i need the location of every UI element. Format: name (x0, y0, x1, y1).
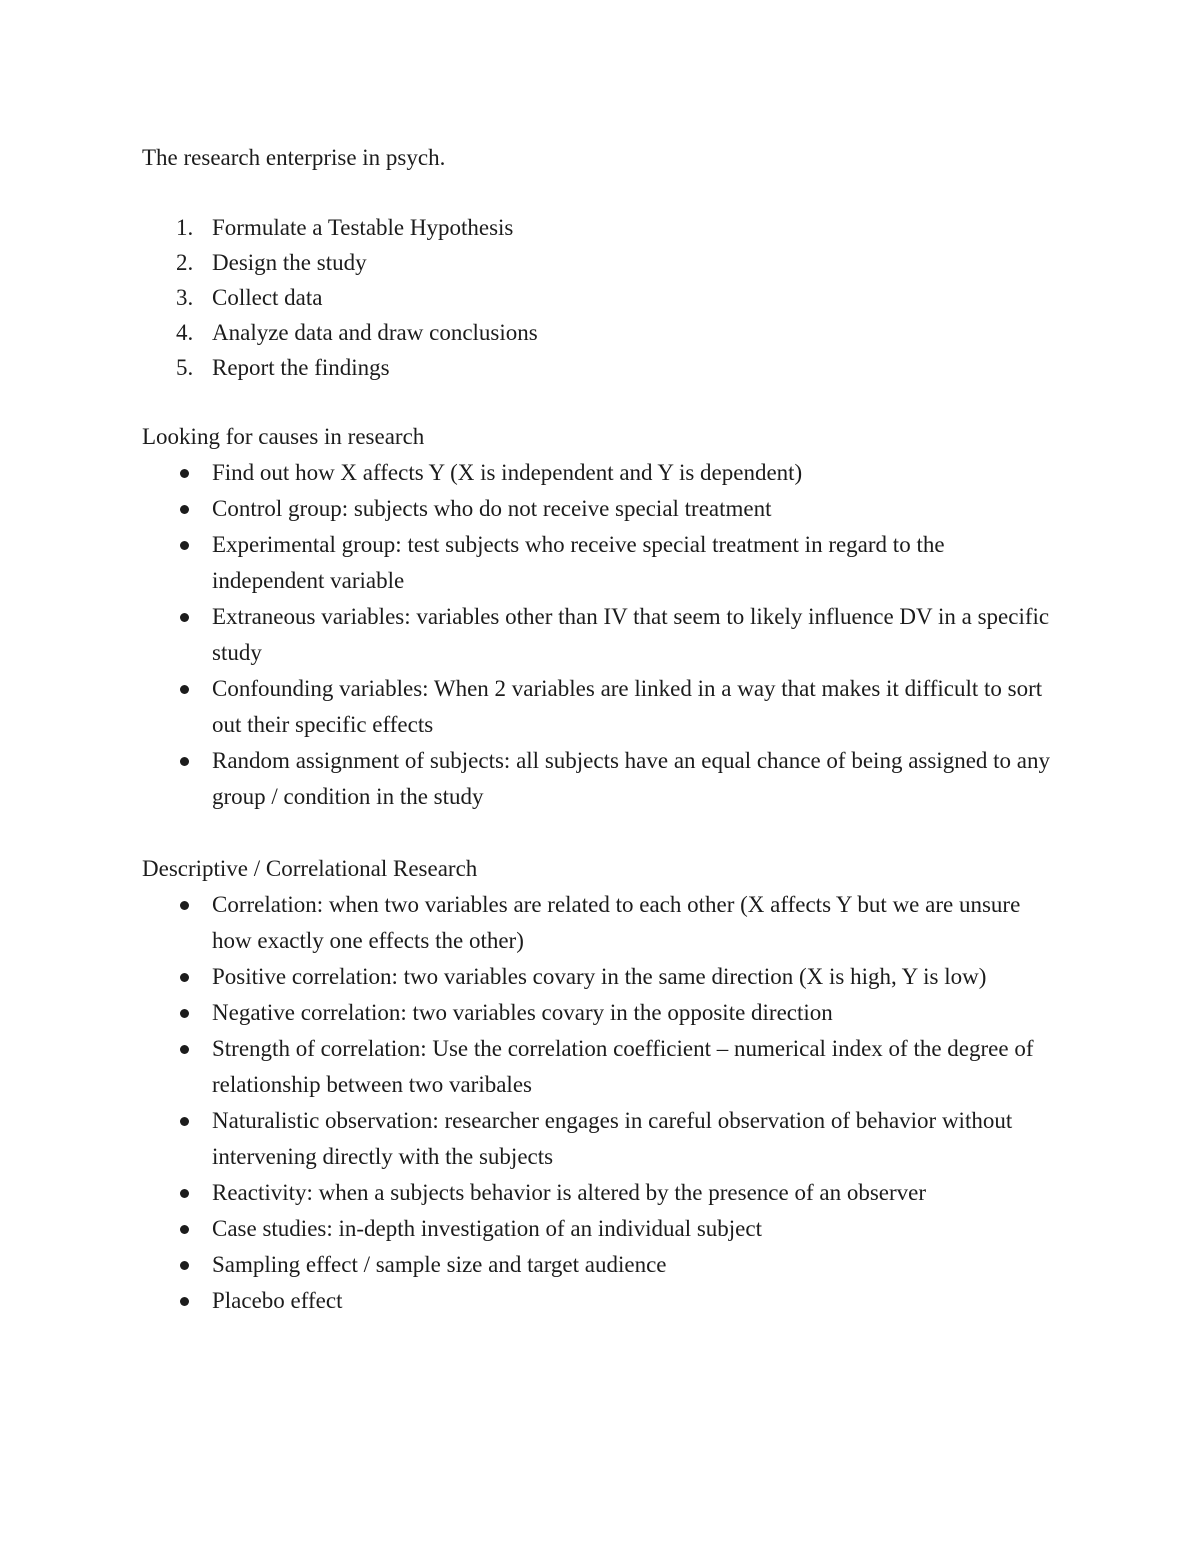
list-item (142, 455, 1062, 491)
list-item (142, 350, 538, 385)
list-item (142, 280, 538, 315)
bullet-icon (180, 1117, 189, 1126)
bullet-icon (180, 1225, 189, 1234)
list-item-text: Negative correlation: two variables covary in the opposite direction (212, 1000, 833, 1025)
list-item (142, 1211, 1062, 1247)
bullet-icon (180, 1261, 189, 1270)
bullet-icon (180, 973, 189, 982)
bullet-icon (180, 685, 189, 694)
list-item (142, 1031, 1062, 1103)
research-steps-list (142, 210, 538, 385)
list-item (142, 743, 1062, 815)
list-item-text: Analyze data and draw conclusions (212, 320, 538, 345)
list-number: 1. (176, 215, 194, 240)
list-item (142, 210, 538, 245)
list-item (142, 959, 1062, 995)
bullet-icon (180, 1009, 189, 1018)
bullet-icon (180, 469, 189, 478)
list-item-text: Case studies: in-depth investigation of an individual subject (212, 1216, 762, 1241)
list-item (142, 315, 538, 350)
list-item-text: Correlation: when two variables are related to each other (X affects Y but we are unsure how exactly one effects the other) (212, 892, 1021, 953)
list-item-text: Random assignment of subjects: all subjects have an equal chance of being assigned to any group / condition in the study (212, 748, 1050, 809)
list-item-text: Positive correlation: two variables covary in the same direction (X is high, Y is low) (212, 964, 987, 989)
list-item-text: Confounding variables: When 2 variables are linked in a way that makes it difficult to sort out their specific effects (212, 676, 1043, 737)
descriptive-list (142, 887, 1092, 1319)
list-item-text: Reactivity: when a subjects behavior is altered by the presence of an observer (212, 1180, 927, 1205)
list-item-text: Collect data (212, 285, 323, 310)
list-item (142, 245, 538, 280)
list-item (142, 1103, 1062, 1175)
bullet-icon (180, 757, 189, 766)
list-item-text: Naturalistic observation: researcher engages in careful observation of behavior without intervening directly with the subjects (212, 1108, 1013, 1169)
list-item (142, 599, 1062, 671)
list-item (142, 1283, 1062, 1319)
list-number: 4. (176, 320, 194, 345)
bullet-icon (180, 613, 189, 622)
bullet-icon (180, 1297, 189, 1306)
causes-list (142, 455, 1092, 815)
list-item (142, 1175, 1062, 1211)
list-number: 5. (176, 355, 194, 380)
list-item-text: Design the study (212, 250, 367, 275)
list-item-text: Control group: subjects who do not receive special treatment (212, 496, 772, 521)
document-title: The research enterprise in psych. (142, 145, 446, 170)
bullet-icon (180, 901, 189, 910)
list-item-text: Formulate a Testable Hypothesis (212, 215, 514, 240)
list-item-text: Extraneous variables: variables other than IV that seem to likely influence DV in a specific study (212, 604, 1050, 665)
list-number: 2. (176, 250, 194, 275)
list-number: 3. (176, 285, 194, 310)
list-item-text: Report the findings (212, 355, 390, 380)
list-item (142, 887, 1062, 959)
list-item-text: Find out how X affects Y (X is independent and Y is dependent) (212, 460, 803, 485)
list-item (142, 671, 1062, 743)
list-item-text: Strength of correlation: Use the correlation coefficient – numerical index of the degree of relationship between two varibales (212, 1036, 1034, 1097)
list-item (142, 1247, 1062, 1283)
causes-heading: Looking for causes in research (142, 424, 425, 449)
bullet-icon (180, 505, 189, 514)
list-item-text: Placebo effect (212, 1288, 343, 1313)
bullet-icon (180, 1045, 189, 1054)
descriptive-heading: Descriptive / Correlational Research (142, 856, 478, 881)
list-item-text: Experimental group: test subjects who receive special treatment in regard to the independent variable (212, 532, 945, 593)
bullet-icon (180, 541, 189, 550)
list-item (142, 995, 1062, 1031)
bullet-icon (180, 1189, 189, 1198)
list-item (142, 491, 1062, 527)
list-item (142, 527, 1062, 599)
list-item-text: Sampling effect / sample size and target audience (212, 1252, 667, 1277)
